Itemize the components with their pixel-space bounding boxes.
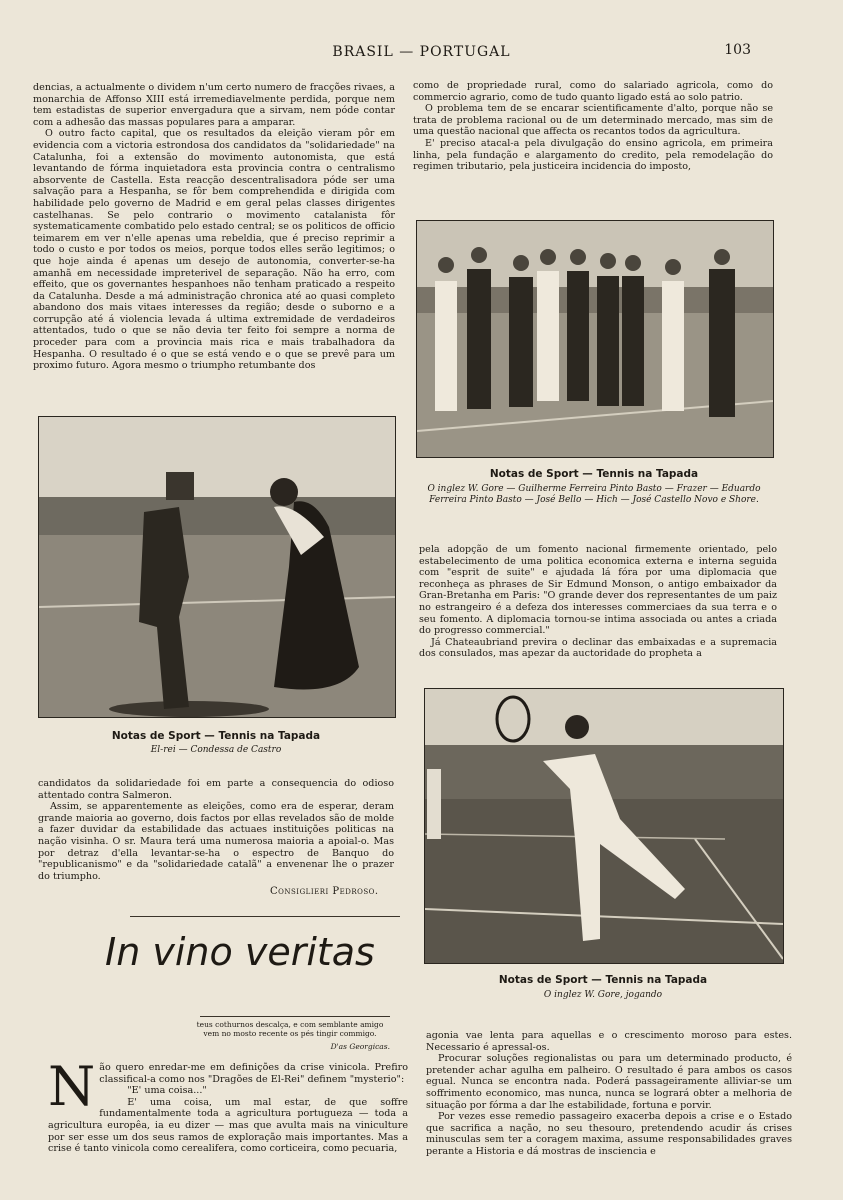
caption-sub-king: El-rei — Condessa de Castro [150, 745, 282, 755]
divider [130, 916, 400, 917]
paragraph: O problema tem de se encarar scientificamente d'alto, porque não se trata de problema racional ou de um determinado mercado, mas sim de uma questão nacional que affecta os recantos todos da agricultura. [413, 103, 773, 138]
signature: Consiglieri Pedroso. [270, 886, 379, 897]
photo-king-countess-image [39, 417, 395, 717]
photo-player-image [425, 689, 783, 963]
paragraph: E' preciso atacal-a pela divulgação do ensino agricola, em primeira linha, pela fundação e alargamento do credito, pela remodelação do regimen tributario, pela justiceira incidencia do imposto, [413, 137, 773, 173]
caption-title-king: Notas de Sport — Tennis na Tapada [111, 730, 321, 742]
paragraph: O outro facto capital, que os resultados da eleição vieram pôr em evidencia com a victoria estrondosa dos candidatos da "solidariedade" na Catalunha, foi a extensão do movimento autonomista, que está levantando de fórma inquietadora esta provincia contra o centralismo absorvente de Castella. Esta reacção descentralisadora póde ser uma salvação para a Hespanha, se fôr bem comprehendida e dirigida com habilidade pelo governo de Madrid e em geral pelas classes dirigentes castelhanas. Se pelo contrario o movimento catalanista fôr systematicamente combatido pelo estado central; se os politicos de officio teimarem em ver n'elle apenas uma rebeldia, que é preciso reprimir a todo o custo e por todos os meios, porque todos elles serão legitimos; o que hoje ainda é apenas um desejo de autonomia, converter-se-ha amanhã em necessidade impreterivel de separação. Não ha erro, com effeito, que os governantes hespanhoes não tenham praticado a respeito da Catalunha. Desde a má administração chronica até ao quasi completo abandono dos mais vitaes interesses da região; desde o suborno e a corrupção até á violencia levada á ultima extremidade de verdadeiros attentados, tudo o que se não devia ter feito foi sempre a norma de proceder para com a provincia mais rica e mais trabalhadora da Hespanha. O resultado é o que se está vendo e o que se prevê para um proximo futuro. Agora mesmo o triumpho retumbante dos [33, 128, 395, 372]
caption-sub-group: O inglez W. Gore — Guilherme Ferreira Pinto Basto — Frazer — Eduardo Ferreira Pinto Basto — José Bello — Hich — José Castello Novo e Shore. [427, 484, 761, 505]
photo-king-countess [38, 416, 396, 718]
paragraph: Procurar soluções regionalistas ou para um determinado producto, é pretender achar agulha em palheiro. O resultado é para ambos os casos egual. Nunca se encontra nada. Poderá passageiramente alliviar-se um soffrimento economico, mas nunca, nunca se logrará obter a melhoria de situação por fórma a dar lhe estabilidade, fortuna e porvir. [426, 1053, 792, 1111]
epigraph: teus cothurnos descalça, e com semblante amigo vem no mosto recente os pés tingir commigo. [196, 1020, 384, 1038]
photo-group-image [417, 221, 773, 457]
column-1-top [33, 82, 395, 372]
drop-cap: N [48, 1055, 96, 1118]
epigraph-rule [200, 1016, 390, 1017]
caption-title-player: Notas de Sport — Tennis na Tapada [498, 974, 708, 986]
vino-body [48, 1055, 408, 1155]
caption-title-group: Notas de Sport — Tennis na Tapada [489, 468, 699, 480]
column-2-bottom [426, 1030, 792, 1158]
paragraph: ão quero enredar-me em definições da crise vinicola. Prefiro classifical-a como nos "Dragões de El-Rei" definem "mysterio": [99, 1062, 408, 1085]
paragraph: Assim, se apparentemente as eleições, como era de esperar, deram grande maioria ao governo, dois factos por ellas revelados são de molde a fazer duvidar da estabilidade das actuaes instituições politicas na nação visinha. O sr. Maura terá uma numerosa maioria a apoial-o. Mas por detraz d'ella levantar-se-ha o espectro de Banquo do "republicanismo" e da "solidariedade catalã" a envenenar lhe o prazer do triumpho. [38, 801, 394, 882]
paragraph: "E' uma coisa..." [127, 1085, 207, 1097]
paragraph: como de propriedade rural, como do salariado agricola, como do commercio agrario, como de tudo quanto ligado está ao solo patrio. [413, 80, 773, 103]
paragraph: dencias, a actualmente o dividem n'um certo numero de fracções rivaes, a monarchia de Affonso XIII está irremediavelmente perdida, porque nem tem estadistas de superior envergadura que a sirvam, nem póde contar com a adhesão das massas populares para a amparar. [33, 82, 396, 128]
column-2-top [413, 80, 773, 173]
paragraph: candidatos da solidariedade foi em parte a consequencia do odioso attentado contra Salmeron. [38, 778, 394, 801]
paragraph: E' uma coisa, um mal estar, de que soffre fundamentalmente toda a agricultura portugueza — toda a agricultura europêa, ia eu dizer — mas que avulta mais na viniculture por ser esse um dos seus ramos de exploração mais importantes. Mas a crise é tanto vinicola como cerealifera, como corticeira, como pecuaria, [48, 1096, 408, 1155]
epigraph-source: D'as Georgicas. [330, 1042, 390, 1051]
paragraph: pela adopção de um fomento nacional firmemente orientado, pelo estabelecimento de uma politica economica externa e interna seguida com "esprit de suite" e ajudada lá fóra por uma diplomacia que reconheça as phrases de Sir Edmund Monson, o antigo embaixador da Gran-Bretanha em Paris: "O grande dever dos representantes de um paiz no estrangeiro é a defeza dos interesses commerciaes da sua terra e o seu fomento. A diplomacia tornou-se intima associada ou antes a criada do progresso commercial." [419, 544, 777, 637]
running-title: BRASIL — PORTUGAL [332, 44, 511, 60]
paragraph: agonia vae lenta para aquellas e o crescimento moroso para estes. Necessario é apressal-os. [426, 1030, 792, 1053]
caption-sub-player: O inglez W. Gore, jogando [543, 990, 663, 1000]
page-number: 103 [724, 42, 751, 58]
column-1-bottom [38, 778, 394, 882]
paragraph: Por vezes esse remedio passageiro exacerba depois a crise e o Estado que sacrifica a nação, no seu thesouro, pretendendo acudir ás crises minusculas sem ter a coragem maxima, assume responsabilidades graves perante a Historia e dá mostras de insciencia e [426, 1111, 792, 1157]
photo-group [416, 220, 774, 458]
section-title: In vino veritas [105, 930, 375, 974]
photo-player [424, 688, 784, 964]
paragraph: Já Chateaubriand previra o declinar das embaixadas e a supremacia dos consulados, mas apezar da auctoridade do propheta a [419, 636, 777, 660]
column-2-middle [419, 544, 777, 660]
